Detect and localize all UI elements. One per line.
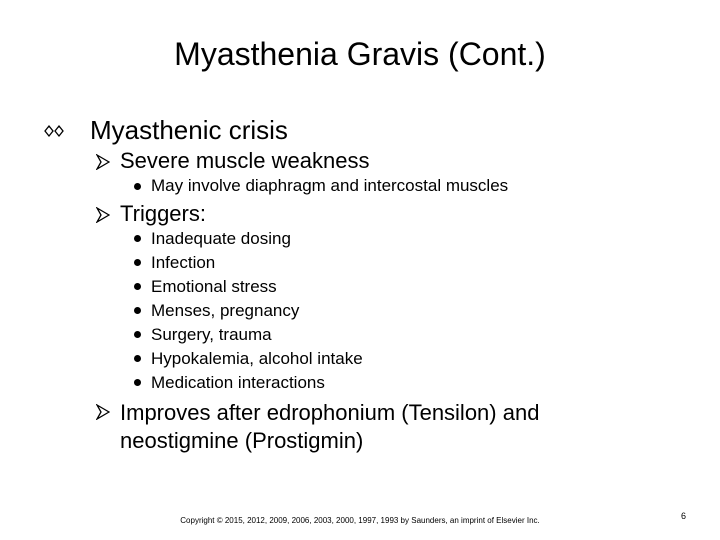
improves-line-2: neostigmine (Prostigmin) bbox=[120, 428, 364, 453]
trigger-item: Hypokalemia, alcohol intake bbox=[151, 349, 363, 368]
dot-icon bbox=[134, 331, 141, 338]
copyright-footer: Copyright © 2015, 2012, 2009, 2006, 2003, 2000, 1997, 1993 by Saunders, an imprint of Elsevier Inc. bbox=[180, 516, 540, 525]
sub-point-weakness: Severe muscle weakness bbox=[120, 148, 370, 173]
dot-icon bbox=[134, 259, 141, 266]
dot-icon bbox=[134, 183, 141, 190]
sub-point-triggers: Triggers: bbox=[120, 201, 206, 226]
slide-title: Myasthenia Gravis (Cont.) bbox=[174, 36, 546, 72]
trigger-item: Menses, pregnancy bbox=[151, 301, 300, 320]
diamond-ornament-icon bbox=[44, 124, 64, 138]
trigger-item: Medication interactions bbox=[151, 373, 325, 392]
arrowhead-icon bbox=[96, 404, 110, 420]
dot-icon bbox=[134, 283, 141, 290]
arrowhead-icon bbox=[96, 207, 110, 223]
trigger-item: Infection bbox=[151, 253, 216, 272]
improves-line-1: Improves after edrophonium (Tensilon) and bbox=[120, 400, 540, 425]
trigger-item: Inadequate dosing bbox=[151, 229, 291, 248]
page-number: 6 bbox=[681, 511, 687, 521]
dot-icon bbox=[134, 379, 141, 386]
main-point-myasthenic-crisis: Myasthenic crisis bbox=[90, 115, 288, 145]
sub-point-improves bbox=[120, 399, 539, 455]
trigger-item: Surgery, trauma bbox=[151, 325, 272, 344]
dot-icon bbox=[134, 355, 141, 362]
dot-icon bbox=[134, 235, 141, 242]
arrowhead-icon bbox=[96, 154, 110, 170]
weakness-detail: May involve diaphragm and intercostal muscles bbox=[151, 176, 509, 195]
trigger-item: Emotional stress bbox=[151, 277, 277, 296]
dot-icon bbox=[134, 307, 141, 314]
